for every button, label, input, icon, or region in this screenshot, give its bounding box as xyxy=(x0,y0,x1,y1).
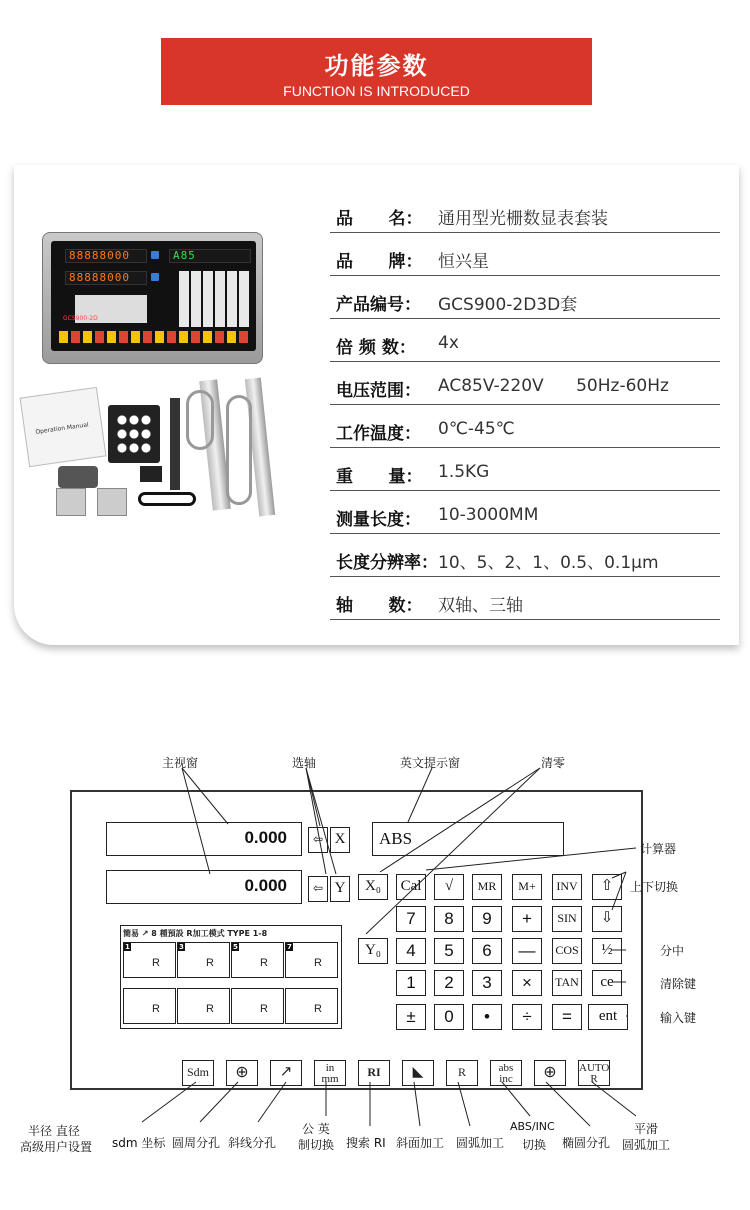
axis-x-key[interactable]: X xyxy=(330,827,350,853)
down-arrow-icon[interactable]: ⇩ xyxy=(592,906,622,932)
operation-manual xyxy=(20,387,107,467)
spec-value: 1.5KG xyxy=(438,462,490,482)
scale-cable-1 xyxy=(186,390,214,450)
power-adapter xyxy=(140,466,162,482)
header-title-en: FUNCTION IS INTRODUCED xyxy=(283,83,470,99)
power-cable xyxy=(138,492,196,506)
spec-row-brand xyxy=(330,233,720,276)
tan-key[interactable]: TAN xyxy=(552,970,582,996)
r-cell-label: R xyxy=(260,957,268,969)
label-abs-inc-bot: 切换 xyxy=(522,1138,547,1152)
device-function-keys xyxy=(59,331,249,343)
key-4[interactable]: 4 xyxy=(396,938,426,964)
equals-key[interactable]: = xyxy=(552,1004,582,1030)
spec-value: GCS900-2D3D套 xyxy=(438,295,578,315)
spec-row-model xyxy=(330,276,720,319)
spec-label: 倍 频 数： xyxy=(336,338,416,358)
label-advanced: 高级用户设置 xyxy=(20,1140,93,1154)
header-title-cn: 功能参数 xyxy=(324,52,429,80)
ellipse-hole-icon[interactable]: ⊕ xyxy=(534,1060,566,1086)
r-cell-label: R xyxy=(206,1003,214,1015)
key-3[interactable]: 3 xyxy=(472,970,502,996)
spec-label: 电压范围： xyxy=(336,381,421,401)
bracket-holes xyxy=(116,413,152,455)
r-cell-number: 7 xyxy=(287,943,292,951)
abs-label: abs xyxy=(498,1062,514,1074)
label-slope-work: 斜面加工 xyxy=(396,1136,445,1150)
x0-key[interactable]: X₀ xyxy=(358,874,388,900)
spec-label: 轴 数： xyxy=(336,596,423,616)
spec-value: 10-3000MM xyxy=(438,505,539,525)
r-cell-label: R xyxy=(314,1003,322,1015)
spec-value: 4x xyxy=(438,333,459,353)
label-abs-inc-top: ABS/INC xyxy=(510,1120,555,1133)
axis-y-arrow-icon[interactable]: ⇦ xyxy=(308,876,328,902)
callout-lines xyxy=(0,740,750,1160)
device-model-label: GCS900-2D xyxy=(63,315,98,322)
spec-row-axes xyxy=(330,577,720,620)
key-6[interactable]: 6 xyxy=(472,938,502,964)
dot-key[interactable]: • xyxy=(472,1004,502,1030)
plus-minus-key[interactable]: ± xyxy=(396,1004,426,1030)
plus-key[interactable]: + xyxy=(512,906,542,932)
key-8[interactable]: 8 xyxy=(434,906,464,932)
device-axis-key xyxy=(151,273,159,281)
axis-x-arrow-icon[interactable]: ⇦ xyxy=(308,827,328,853)
spec-row-resolution xyxy=(330,534,720,577)
spec-row-multiplier xyxy=(330,319,720,362)
spec-row-voltage xyxy=(330,362,720,405)
cal-key[interactable]: Cal xyxy=(396,874,426,900)
device-panel xyxy=(51,241,256,351)
label-center: 分中 xyxy=(660,944,685,958)
m-plus-key[interactable]: M+ xyxy=(512,874,542,900)
angle-bracket-1 xyxy=(56,488,86,516)
scale-cable-2 xyxy=(226,395,252,505)
main-view-y: 0.000 xyxy=(106,870,302,904)
up-arrow-icon[interactable]: ⇧ xyxy=(592,874,622,900)
r-cell-label: R xyxy=(206,957,214,969)
scale-rod xyxy=(170,398,180,490)
axis-y-key[interactable]: Y xyxy=(330,876,350,902)
device-x-display: 88888000 xyxy=(65,249,147,263)
sin-key[interactable]: SIN xyxy=(552,906,582,932)
spec-row-weight xyxy=(330,448,720,491)
y0-key[interactable]: Y₀ xyxy=(358,938,388,964)
key-9[interactable]: 9 xyxy=(472,906,502,932)
r-mode-title: 簡易 ↗ 8 種預設 R加工模式 TYPE 1-8 xyxy=(123,929,268,938)
r-cell-label: R xyxy=(152,1003,160,1015)
spec-label: 长度分辨率： xyxy=(336,553,438,573)
label-smooth-bot: 圆弧加工 xyxy=(622,1138,671,1152)
mm-label: mm xyxy=(321,1073,339,1085)
label-line-hole: 斜线分孔 xyxy=(228,1136,277,1150)
device-abs-display: A85 xyxy=(169,249,251,263)
manual-title: Operation Manual xyxy=(34,421,90,436)
label-enter-key: 输入键 xyxy=(660,1011,697,1025)
label-clear-key: 清除键 xyxy=(660,977,697,991)
r-cell-number: 3 xyxy=(179,943,184,951)
r-cell-label: R xyxy=(152,957,160,969)
label-metric-top: 公 英 xyxy=(302,1122,330,1136)
label-main-view: 主视窗 xyxy=(162,756,199,770)
spec-label: 工作温度： xyxy=(336,424,421,444)
accessory-parts xyxy=(58,466,98,488)
r-label: R xyxy=(590,1073,598,1085)
english-hint-window: ABS xyxy=(372,822,564,856)
divide-key[interactable]: ÷ xyxy=(512,1004,542,1030)
r-cell-number: 1 xyxy=(125,943,130,951)
spec-label: 测量长度： xyxy=(336,510,421,530)
sdm-key[interactable]: Sdm xyxy=(182,1060,214,1086)
spec-label: 产品编号： xyxy=(336,295,421,315)
spec-row-temperature xyxy=(330,405,720,448)
spec-value: 通用型光栅数显表套装 xyxy=(438,209,608,229)
label-sdm-coord: sdm 坐标 xyxy=(112,1136,166,1150)
half-key[interactable]: ½ xyxy=(592,938,622,964)
product-readout-device xyxy=(42,232,263,364)
spec-value: 10、5、2、1、0.5、0.1μm xyxy=(438,553,659,573)
spec-value: 恒兴星 xyxy=(438,252,489,272)
key-7[interactable]: 7 xyxy=(396,906,426,932)
label-axis-select: 选轴 xyxy=(292,756,317,770)
r-cell-label: R xyxy=(260,1003,268,1015)
label-metric-bot: 制切换 xyxy=(298,1138,335,1152)
key-5[interactable]: 5 xyxy=(434,938,464,964)
circle-hole-icon[interactable]: ⊕ xyxy=(226,1060,258,1086)
auto-label: AUTO xyxy=(579,1062,610,1074)
sqrt-key[interactable]: √ xyxy=(434,874,464,900)
slope-icon[interactable]: ◣ xyxy=(402,1060,434,1086)
key-2[interactable]: 2 xyxy=(434,970,464,996)
label-calculator: 计算器 xyxy=(640,842,677,856)
r-cell-label: R xyxy=(314,957,322,969)
spec-row-length xyxy=(330,491,720,534)
spec-value: 双轴、三轴 xyxy=(438,596,523,616)
label-search-ri: 搜索 RI xyxy=(346,1136,386,1150)
device-axis-key xyxy=(151,251,159,259)
arc-icon[interactable]: R xyxy=(446,1060,478,1086)
ce-key[interactable]: ce xyxy=(592,970,622,996)
label-smooth-top: 平滑 xyxy=(634,1122,659,1136)
cos-key[interactable]: COS xyxy=(552,938,582,964)
ent-key[interactable]: ent xyxy=(588,1004,628,1030)
label-en-hint: 英文提示窗 xyxy=(400,756,461,770)
key-0[interactable]: 0 xyxy=(434,1004,464,1030)
spec-row-name xyxy=(330,190,720,233)
spec-label: 重 量： xyxy=(336,467,423,487)
label-arc-work: 圆弧加工 xyxy=(456,1136,505,1150)
times-key[interactable]: × xyxy=(512,970,542,996)
label-radius: 半径 直径 xyxy=(28,1124,80,1138)
mr-key[interactable]: MR xyxy=(472,874,502,900)
angle-bracket-2 xyxy=(97,488,127,516)
ri-search-key[interactable]: RI xyxy=(358,1060,390,1086)
inv-key[interactable]: INV xyxy=(552,874,582,900)
main-view-x: 0.000 xyxy=(106,822,302,856)
spec-label: 品 名： xyxy=(336,209,423,229)
r-cell-number: 5 xyxy=(233,943,238,951)
inch-label: in xyxy=(325,1062,335,1074)
header-banner xyxy=(161,38,592,105)
mounting-bracket xyxy=(108,405,160,463)
key-1[interactable]: 1 xyxy=(396,970,426,996)
device-y-display: 88888000 xyxy=(65,271,147,285)
spec-label: 品 牌： xyxy=(336,252,423,272)
spec-value: AC85V-220V 50Hz-60Hz xyxy=(438,376,669,396)
label-circle-hole: 圆周分孔 xyxy=(172,1136,221,1150)
label-updown: 上下切换 xyxy=(630,880,679,894)
spec-value: 0℃-45℃ xyxy=(438,419,515,439)
label-clear: 清零 xyxy=(541,756,566,770)
minus-key[interactable]: — xyxy=(512,938,542,964)
line-hole-icon[interactable]: ↗ xyxy=(270,1060,302,1086)
label-ellipse-hole: 椭圆分孔 xyxy=(562,1136,611,1150)
device-keypad xyxy=(179,271,249,327)
inc-label: inc xyxy=(499,1073,513,1085)
